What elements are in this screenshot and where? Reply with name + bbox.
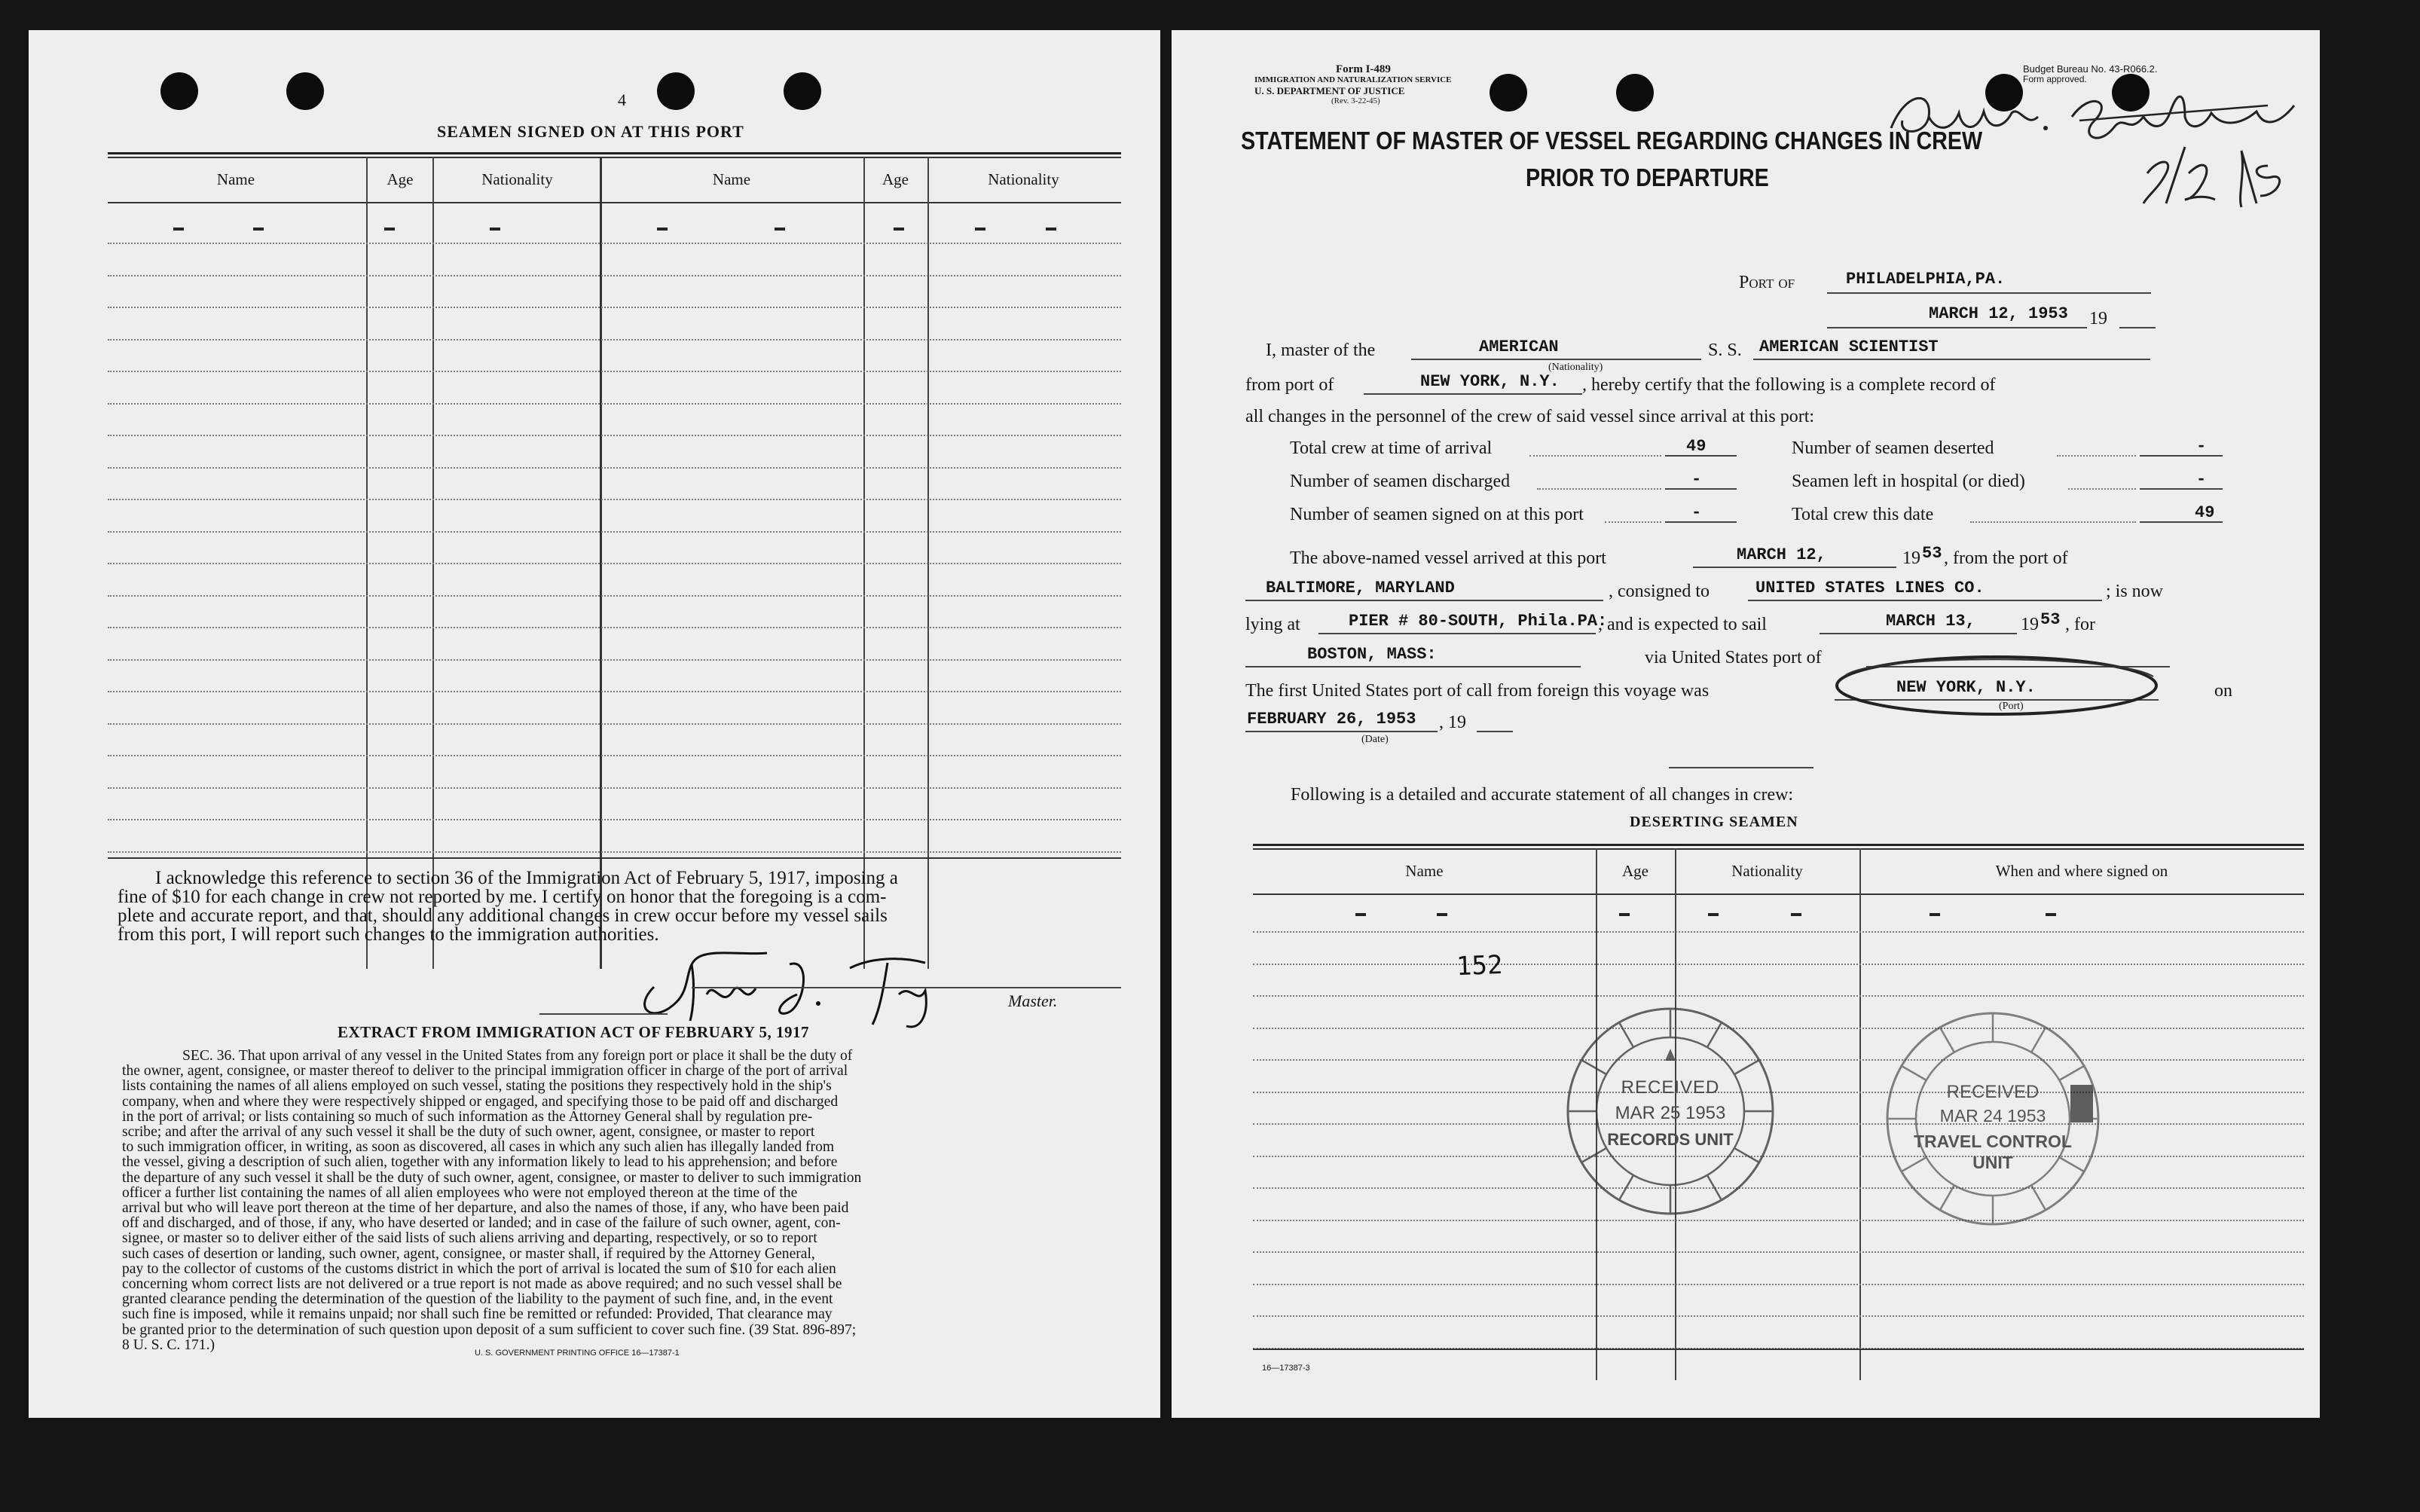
master-of-label: I, master of the: [1266, 341, 1376, 360]
punch-hole: [657, 72, 695, 110]
sail-year[interactable]: 53: [2040, 610, 2061, 629]
form-id: Form I-489: [1336, 63, 1391, 75]
table-row-rule: [1253, 931, 2304, 933]
sail-date[interactable]: MARCH 13,: [1886, 612, 1975, 631]
first-port-year-suffix: , 19: [1439, 713, 1466, 732]
stat-value[interactable]: -: [2196, 470, 2207, 489]
extract-line: the owner, agent, consignee, or master thereof to deliver to the principal immigration officer in charge of the port of arrival: [122, 1063, 848, 1080]
table-row-rule: [108, 531, 1121, 533]
port-caption: (Port): [1999, 701, 2024, 712]
lying-at-value[interactable]: PIER # 80-SOUTH, Phila.PA:: [1349, 612, 1608, 631]
stat-label: Number of seamen discharged: [1290, 472, 1511, 491]
handwritten-number: 152: [1456, 949, 1504, 982]
consignee[interactable]: UNITED STATES LINES CO.: [1755, 579, 1985, 597]
ship-name[interactable]: AMERICAN SCIENTIST: [1759, 338, 1939, 356]
budget-line: Form approved.: [2023, 74, 2087, 84]
arrived-date[interactable]: MARCH 12,: [1737, 545, 1826, 564]
destination[interactable]: BOSTON, MASS:: [1307, 645, 1437, 664]
agency-line: (Rev. 3-22-45): [1331, 96, 1380, 105]
budget-line: Budget Bureau No. 43-R066.2.: [2023, 63, 2158, 75]
punch-hole: [1490, 74, 1527, 111]
table-row-rule: [1253, 964, 2304, 965]
extract-line: concerning whom correct lists are not delivered or a true report is not made as above required; and no such vessel shall be: [122, 1276, 842, 1293]
empty-mark: [1046, 228, 1056, 231]
empty-mark: [2046, 913, 2056, 916]
date-value[interactable]: MARCH 12, 1953: [1929, 304, 2068, 323]
date-caption: (Date): [1361, 734, 1389, 745]
port-value[interactable]: PHILADELPHIA,PA.: [1846, 270, 2006, 289]
received-stamp-travel-control: RECEIVED MAR 24 1953 TRAVEL CONTROL UNIT: [1876, 1010, 2110, 1228]
form-number-footer: 16—17387-3: [1262, 1364, 1310, 1373]
column-header: Name: [1405, 862, 1444, 880]
on-label: on: [2214, 681, 2232, 701]
table-row-rule: [1253, 1284, 2304, 1285]
empty-mark: [173, 228, 184, 231]
acknowledgement-text: I acknowledge this reference to section 36 of the Immigration Act of February 5, 1917, imposing a fine of $10 for each change in crew not reported by me. I certify on honor that the foregoing is a com- plete and accurate report, and that, should any additional changes in crew occur before my vessel sails from this port, I will report such changes to the immigration authorities.: [118, 868, 898, 945]
empty-mark: [657, 228, 668, 231]
table-row-rule: [108, 307, 1121, 308]
stat-label: Seamen left in hospital (or died): [1792, 472, 2025, 491]
from-port-value[interactable]: NEW YORK, N.Y.: [1420, 372, 1560, 391]
printing-office: U. S. GOVERNMENT PRINTING OFFICE 16—17387-1: [475, 1349, 680, 1358]
column-header: When and where signed on: [1995, 862, 2168, 880]
from-port-label: from port of: [1245, 375, 1334, 395]
certify-text: , hereby certify that the following is a complete record of: [1582, 375, 1996, 395]
extract-line: scribe; and after the arrival of any such vessel it shall be the duty of such owner, agent, consignee, or master to report: [122, 1124, 815, 1141]
sail-year-prefix: 19: [2021, 615, 2039, 634]
stat-value[interactable]: -: [1691, 503, 1702, 522]
extract-line: 8 U. S. C. 171.): [122, 1336, 215, 1353]
nationality-value[interactable]: AMERICAN: [1479, 338, 1559, 356]
table-row-rule: [108, 435, 1121, 436]
empty-mark: [490, 228, 500, 231]
port-label: Port of: [1739, 273, 1795, 292]
extract-line: signee, or master so to deliver either of the said lists of such aliens arriving and departing, respectively, or so to report: [122, 1230, 817, 1247]
lying-at-label: lying at: [1245, 615, 1300, 634]
first-port-value[interactable]: NEW YORK, N.Y.: [1896, 678, 2036, 697]
table-row-rule: [1253, 1251, 2304, 1253]
stat-label: Number of seamen signed on at this port: [1290, 505, 1584, 524]
table-row-rule: [108, 627, 1121, 628]
extract-line: in the port of arrival; or lists containing so much of such information as the Attorney General shall by regulation pre-: [122, 1108, 813, 1125]
table-row-rule: [108, 243, 1121, 244]
empty-mark: [1708, 913, 1719, 916]
ss-label: S. S.: [1708, 341, 1742, 360]
stat-label: Total crew at time of arrival: [1290, 438, 1493, 458]
via-label: via United States port of: [1645, 648, 1822, 667]
column-header: Age: [882, 170, 909, 188]
table-row-rule: [108, 851, 1121, 853]
left-page: [29, 30, 1160, 1418]
punch-hole: [1616, 74, 1654, 111]
is-now-label: ; is now: [2106, 582, 2164, 601]
following-text: Following is a detailed and accurate statement of all changes in crew:: [1291, 785, 1794, 805]
stat-value[interactable]: -: [2196, 437, 2207, 456]
first-port-label: The first United States port of call from foreign this voyage was: [1245, 681, 1710, 701]
extract-line: SEC. 36. That upon arrival of any vessel in the United States from any foreign port or place it shall be the duty of: [182, 1048, 853, 1064]
consigned-label: , consigned to: [1609, 582, 1710, 601]
empty-mark: [894, 228, 904, 231]
expected-label: , and is expected to sail: [1598, 615, 1767, 634]
agency-line: IMMIGRATION AND NATURALIZATION SERVICE: [1254, 75, 1452, 84]
page-number: 4: [618, 90, 626, 109]
empty-mark: [975, 228, 985, 231]
table-row-rule: [1253, 995, 2304, 997]
arrived-from[interactable]: BALTIMORE, MARYLAND: [1266, 579, 1455, 597]
column-header: Nationality: [988, 170, 1059, 188]
received-stamp-records: RECEIVED MAR 25 1953 RECORDS UNIT: [1561, 1002, 1780, 1220]
empty-mark: [1930, 913, 1940, 916]
extract-title: EXTRACT FROM IMMIGRATION ACT OF FEBRUARY 5, 1917: [338, 1023, 810, 1041]
port-circle: [1831, 652, 2162, 720]
column-header: Age: [387, 170, 414, 188]
extract-line: officer a further list containing the names of all alien employees who were not employed thereon at the time of the: [122, 1184, 798, 1201]
extract-line: the vessel, giving a description of such alien, together with any information likely to lead to his apprehension; and before: [122, 1154, 838, 1171]
date-suffix: 19: [2089, 309, 2107, 328]
punch-hole: [784, 72, 821, 110]
table-row-rule: [108, 339, 1121, 341]
column-header: Nationality: [1731, 862, 1803, 880]
from-port-of-label: , from the port of: [1944, 548, 2068, 568]
empty-mark: [1619, 913, 1630, 916]
column-header: Name: [216, 170, 255, 188]
empty-mark: [1355, 913, 1366, 916]
extract-line: be granted prior to the determination of such question upon deposit of a sum sufficient to cover such fine. (39 Stat. 896-897;: [122, 1321, 857, 1338]
table-row-rule: [108, 595, 1121, 597]
extract-line: company, when and where they were respectively shipped or engaged, and specifying those to be paid off and discharged: [122, 1093, 839, 1110]
all-changes-text: all changes in the personnel of the crew of said vessel since arrival at this port:: [1245, 407, 1815, 426]
empty-mark: [384, 228, 395, 231]
extract-text: [122, 1049, 1132, 1353]
column-header: Nationality: [481, 170, 553, 188]
extract-line: arrival but who will leave port thereon at the time of her departure, and also the names of those, if any, who have been paid: [122, 1200, 849, 1217]
table-row-rule: [108, 403, 1121, 405]
table-row-rule: [108, 467, 1121, 469]
extract-line: granted clearance pending the determination of the question of the liability to the payment of such fine, and, in the event: [122, 1291, 833, 1308]
stat-label: Total crew this date: [1792, 505, 1934, 524]
for-label: , for: [2065, 615, 2095, 634]
extract-line: such cases of desertion or landing, such owner, agent, consignee, or master shall, if required by the Attorney General,: [122, 1245, 815, 1262]
empty-mark: [253, 228, 264, 231]
arrived-label: The above-named vessel arrived at this port: [1290, 548, 1606, 568]
punch-hole: [160, 72, 198, 110]
master-label: Master.: [1008, 991, 1058, 1010]
right-page: [1172, 30, 2320, 1418]
extract-line: pay to the collector of customs of the customs district in which the port of arrival is located the sum of $10 for each alien: [122, 1260, 836, 1277]
section-title: SEAMEN SIGNED ON AT THIS PORT: [437, 122, 744, 141]
form-title-line-1: STATEMENT OF MASTER OF VESSEL REGARDING CHANGES IN CREW: [1241, 127, 1983, 154]
table-row-rule: [108, 755, 1121, 756]
empty-mark: [775, 228, 785, 231]
column-header: Name: [712, 170, 751, 188]
stat-value[interactable]: -: [1691, 470, 1702, 489]
table-row-rule: [108, 819, 1121, 820]
nationality-caption: (Nationality): [1548, 362, 1603, 373]
agency-line: U. S. DEPARTMENT OF JUSTICE: [1254, 85, 1405, 96]
table-row-rule: [108, 563, 1121, 564]
stat-value[interactable]: 49: [2195, 503, 2215, 522]
table-row-rule: [108, 787, 1121, 789]
table-row-rule: [108, 659, 1121, 661]
deserting-title: DESERTING SEAMEN: [1630, 814, 1798, 830]
first-port-date[interactable]: FEBRUARY 26, 1953: [1247, 710, 1416, 729]
extract-line: to such immigration officer, in writing, as soon as discovered, all cases in which any such alien has illegally landed from: [122, 1139, 835, 1156]
arrived-year-prefix: 19: [1902, 548, 1920, 568]
table-row-rule: [108, 275, 1121, 276]
extract-line: such fine is imposed, while it remains unpaid; nor shall such fine be remitted or refunded: Provided, That clearance may: [122, 1306, 833, 1323]
arrived-year[interactable]: 53: [1922, 544, 1942, 563]
empty-mark: [1437, 913, 1447, 916]
table-row-rule: [108, 371, 1121, 372]
table-row-rule: [1253, 1315, 2304, 1317]
punch-hole: [286, 72, 324, 110]
extract-line: lists containing the names of all aliens employed on such vessel, stating the positions they respectively hold in the ship's: [122, 1078, 832, 1095]
extract-line: the departure of any such vessel it shall be the duty of such owner, agent, consignee, or master to deliver to such immigration: [122, 1169, 862, 1186]
stat-value[interactable]: 49: [1686, 437, 1707, 456]
table-row-rule: [108, 499, 1121, 500]
empty-mark: [1791, 913, 1801, 916]
table-row-rule: [108, 723, 1121, 725]
table-row-rule: [108, 691, 1121, 692]
form-title-line-2: PRIOR TO DEPARTURE: [1526, 163, 1769, 191]
stat-label: Number of seamen deserted: [1792, 438, 1994, 458]
extract-line: off and discharged, and of those, if any, who have deserted or landed; and in case of the failure of such owner, agent, con-: [122, 1215, 841, 1232]
column-header: Age: [1622, 862, 1648, 880]
